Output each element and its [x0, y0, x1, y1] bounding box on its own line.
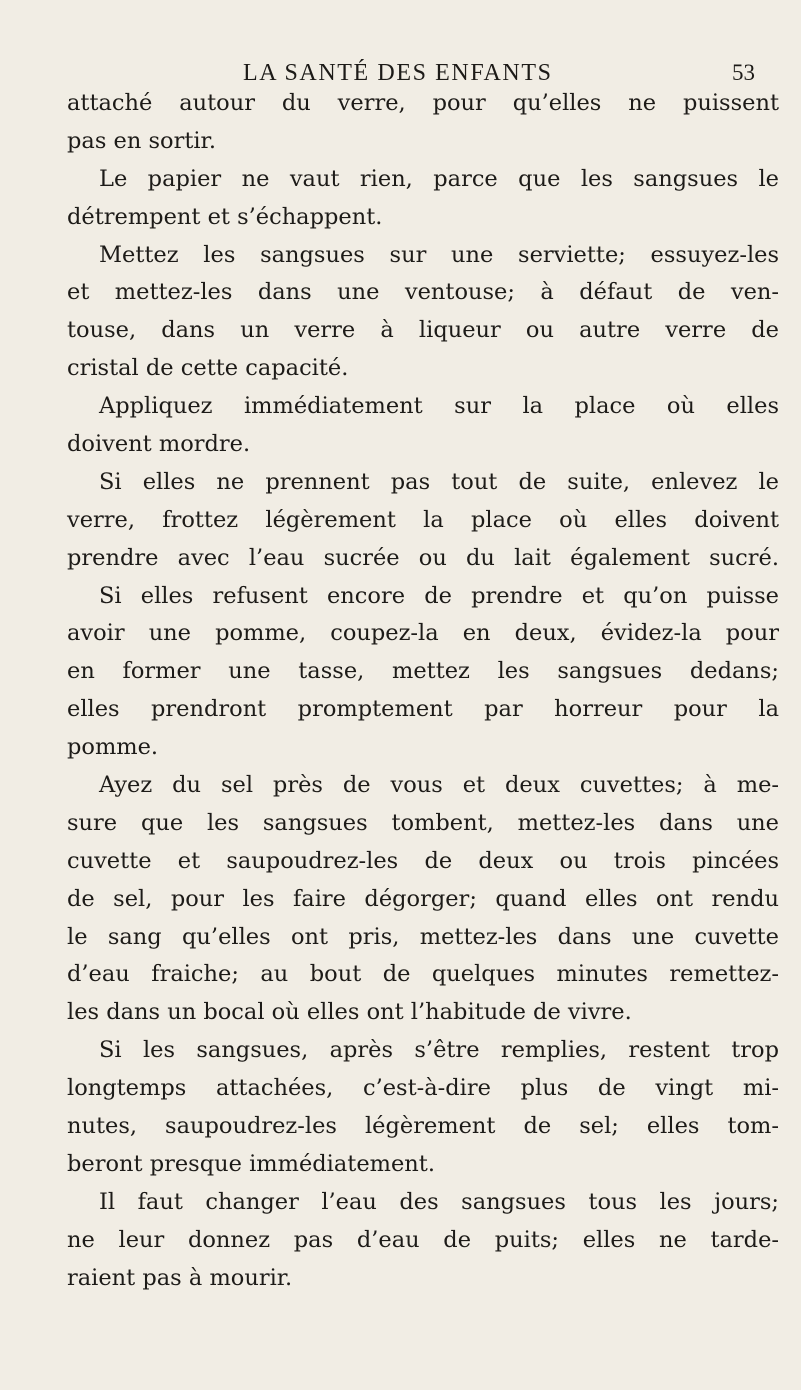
text-line: raient pas à mourir. — [67, 1264, 293, 1291]
text-line: pomme. — [67, 734, 159, 761]
text-line: nutes, saupoudrez-les légèrement de sel; elles tom- — [67, 1113, 779, 1140]
text-line: Ayez du sel près de vous et deux cuvettes; à me- — [99, 772, 779, 799]
running-head — [0, 58, 801, 88]
text-line: d’eau fraiche; au bout de quelques minutes remettez- — [67, 961, 779, 988]
text-line: cristal de cette capacité. — [67, 355, 349, 382]
text-line: verre, frottez légèrement la place où elles doivent — [67, 506, 779, 533]
text-line: ne leur donnez pas d’eau de puits; elles ne tarde- — [67, 1226, 779, 1253]
text-line: Appliquez immédiatement sur la place où elles — [99, 393, 779, 420]
text-line: prendre avec l’eau sucrée ou du lait également sucré. — [67, 544, 779, 571]
text-line: beront presque immédiatement. — [67, 1150, 435, 1177]
text-line: cuvette et saupoudrez-les de deux ou trois pincées — [67, 847, 779, 874]
text-line: le sang qu’elles ont pris, mettez-les dans une cuvette — [67, 923, 779, 950]
text-line: Si les sangsues, après s’être remplies, restent trop — [99, 1037, 779, 1064]
text-line: de sel, pour les faire dégorger; quand elles ont rendu — [67, 885, 779, 912]
text-line: en former une tasse, mettez les sangsues dedans; — [67, 658, 779, 685]
running-head-title: LA SANTÉ DES ENFANTS — [243, 60, 553, 86]
text-line: touse, dans un verre à liqueur ou autre verre de — [67, 317, 779, 344]
text-line: Si elles refusent encore de prendre et qu’on puisse — [99, 582, 779, 609]
text-line: longtemps attachées, c’est-à-dire plus de vingt mi- — [67, 1075, 779, 1102]
text-line: les dans un bocal où elles ont l’habitude de vivre. — [67, 999, 632, 1026]
page-number: 53 — [732, 60, 755, 85]
text-line: Si elles ne prennent pas tout de suite, enlevez le — [99, 468, 779, 495]
text-line: doivent mordre. — [67, 431, 251, 458]
text-line: elles prendront promptement par horreur pour la — [67, 696, 779, 723]
text-line: Il faut changer l’eau des sangsues tous les jours; — [99, 1188, 779, 1215]
text-line: attaché autour du verre, pour qu’elles ne puissent — [67, 90, 779, 116]
text-line: et mettez-les dans une ventouse; à défaut de ven- — [67, 279, 779, 306]
body-text — [67, 85, 779, 1298]
text-line: détrempent et s’échappent. — [67, 203, 383, 230]
text-line: pas en sortir. — [67, 127, 216, 154]
text-line: sure que les sangsues tombent, mettez-les dans une — [67, 809, 779, 836]
text-line: avoir une pomme, coupez-la en deux, évidez-la pour — [67, 620, 779, 647]
text-line: Le papier ne vaut rien, parce que les sangsues le — [99, 165, 779, 192]
text-line: Mettez les sangsues sur une serviette; essuyez-les — [99, 241, 779, 268]
